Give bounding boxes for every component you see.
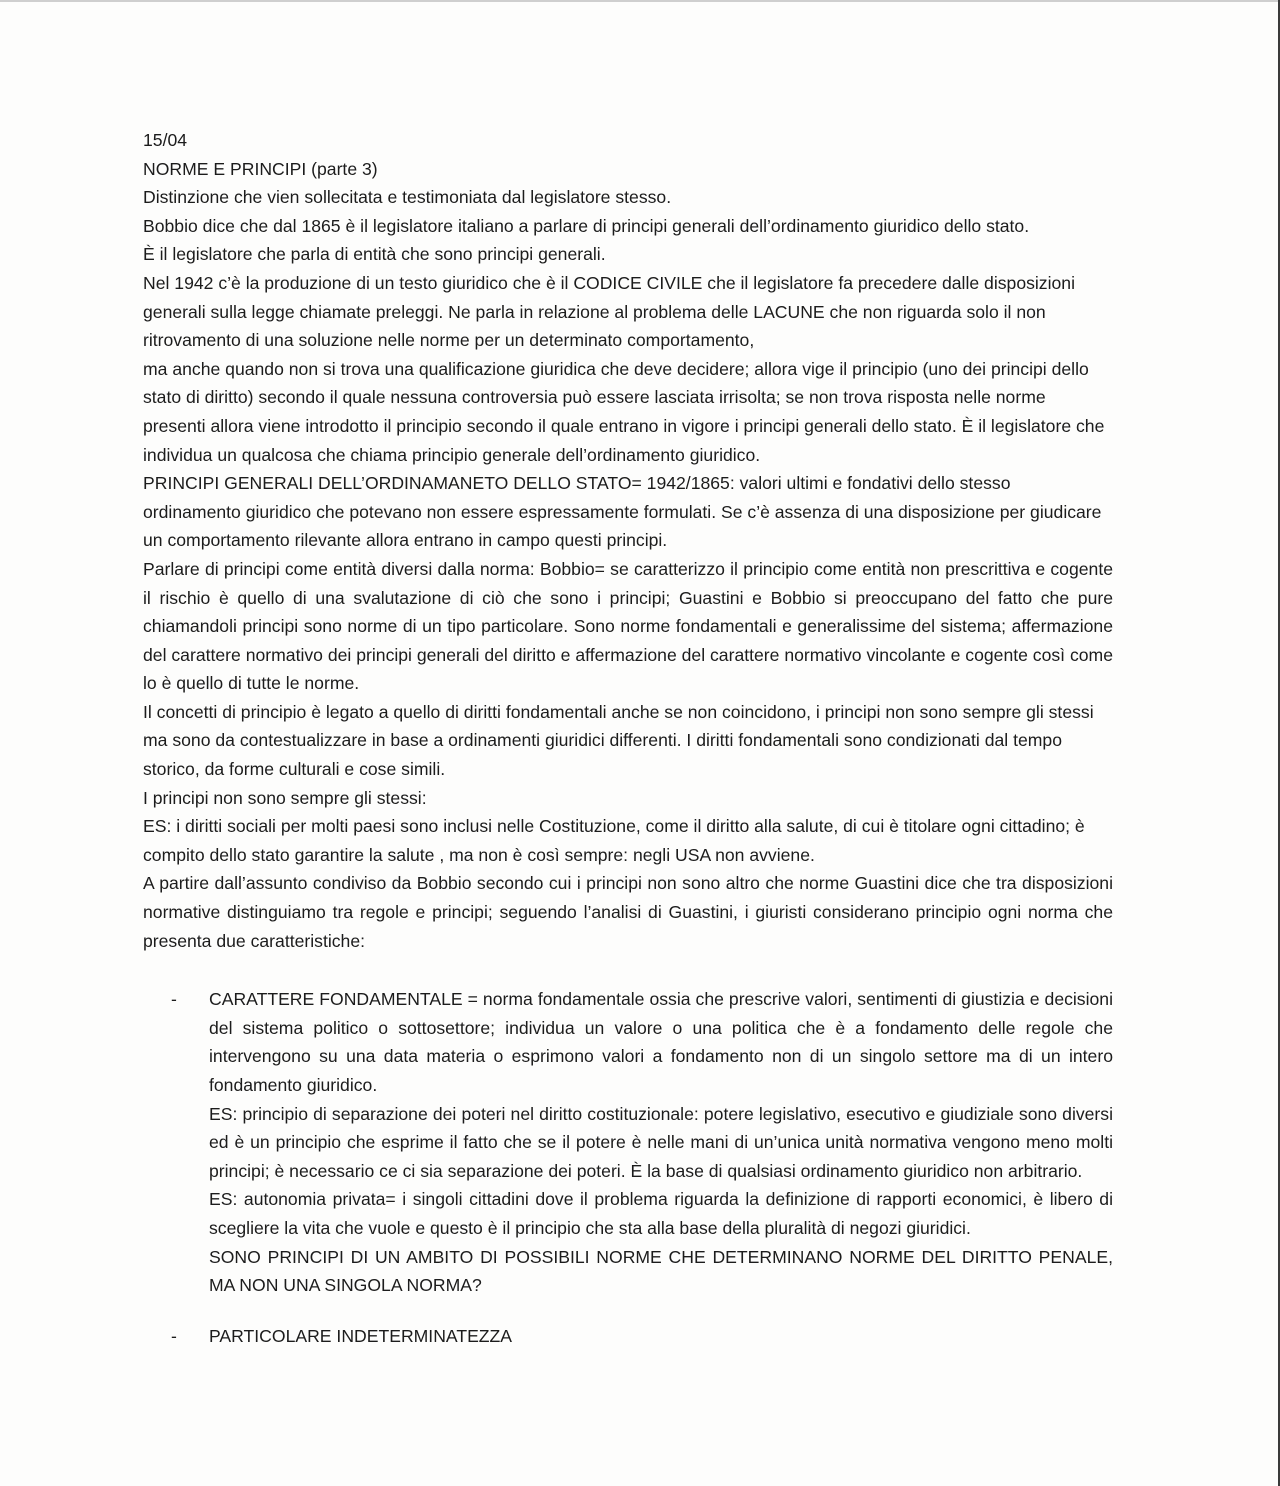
list-paragraph: SONO PRINCIPI DI UN AMBITO DI POSSIBILI NORME CHE DETERMINANO NORME DEL DIRITTO PENALE, MA NON UNA SINGOLA NORMA? <box>209 1246 1113 1296</box>
paragraph: ES: i diritti sociali per molti paesi sono inclusi nelle Costituzione, come il diritto alla salute, di cui è titolare ogni cittadino; è compito dello stato garantire la salute , ma non è così sempre: negli USA non avviene. <box>143 816 1085 865</box>
paragraph: Bobbio dice che dal 1865 è il legislatore italiano a parlare di principi generali dell’ordinamento giuridico dello stato. <box>143 215 1030 236</box>
paragraph: PRINCIPI GENERALI DELL’ORDINAMANETO DELLO STATO= 1942/1865: valori ultimi e fondativi dello stesso ordinamento giuridico che potevano non essere espressamente formulati. Se c’è assenza di una disposizione per giudicare un comportamento rilevante allora entrano in campo questi principi. <box>143 473 1102 551</box>
paragraph: I principi non sono sempre gli stessi: <box>143 787 427 808</box>
list-paragraph: ES: autonomia privata= i singoli cittadini dove il problema riguarda la definizione di rapporti economici, è libero di scegliere la vita che vuole e questo è il principio che sta alla base della pluralità di negozi giuridici. <box>209 1189 1113 1238</box>
list-item-particolare-indeterminatezza <box>143 1322 1113 1351</box>
document-title: NORME E PRINCIPI (parte 3) <box>143 158 378 179</box>
paragraph: ma anche quando non si trova una qualificazione giuridica che deve decidere; allora vige il principio (uno dei principi dello stato di diritto) secondo il quale nessuna controversia può essere lasciata irrisolta; se non trova risposta nelle norme presenti allora viene introdotto il principio secondo il quale entrano in vigore i principi generali dello stato. È il legislatore che individua un qualcosa che chiama principio generale dell’ordinamento giuridico. <box>143 358 1105 465</box>
list-paragraph: PARTICOLARE INDETERMINATEZZA <box>209 1325 513 1346</box>
paragraph: Il concetti di principio è legato a quello di diritti fondamentali anche se non coincidono, i principi non sono sempre gli stessi ma sono da contestualizzare in base a ordinamenti giuridici differenti. I diritti fondamentali sono condizionati dal tempo storico, da forme culturali e cose simili. <box>143 701 1094 780</box>
list-item-carattere-fondamentale <box>143 985 1113 1300</box>
paragraph: A partire dall’assunto condiviso da Bobbio secondo cui i principi non sono altro che norme Guastini dice che tra disposizioni normative distinguiamo tra regole e principi; seguendo l’analisi di Guastini, i giuristi considerano principio ogni norma che presenta due caratteristiche: <box>143 873 1113 951</box>
spacer <box>143 1300 1113 1322</box>
scan-edge-top <box>0 0 1280 2</box>
document-body <box>143 126 1113 1350</box>
paragraph: Parlare di principi come entità diversi dalla norma: Bobbio= se caratterizzo il principio come entità non prescrittiva e cogente il rischio è quello di una svalutazione di ciò che sono i principi; Guastini e Bobbio si preoccupano del fatto che pure chiamandoli principi sono norme di un tipo particolare. Sono norme fondamentali e generalissime del sistema; affermazione del carattere normativo dei principi generali del diritto e affermazione del carattere normativo vincolante e cogente così come lo è quello di tutte le norme. <box>143 558 1113 694</box>
list-bullet: - <box>171 989 177 1010</box>
list-paragraph: CARATTERE FONDAMENTALE = norma fondamentale ossia che prescrive valori, sentimenti di giustizia e decisioni del sistema politico o sottosettore; individua un valore o una politica che è a fondamento delle regole che intervengono su una data materia o esprimono valori a fondamento non di un singolo settore ma di un intero fondamento giuridico. <box>209 989 1113 1095</box>
list-bullet: - <box>171 1325 177 1346</box>
paragraph: Nel 1942 c’è la produzione di un testo giuridico che è il CODICE CIVILE che il legislatore fa precedere dalle disposizioni generali sulla legge chiamate preleggi. Ne parla in relazione al problema delle LACUNE che non riguarda solo il non ritrovamento di una soluzione nelle norme per un determinato comportamento, <box>143 272 1075 351</box>
paragraph: È il legislatore che parla di entità che sono principi generali. <box>143 244 606 265</box>
spacer <box>143 955 1113 985</box>
paragraph: Distinzione che vien sollecitata e testimoniata dal legislatore stesso. <box>143 187 672 208</box>
document-date: 15/04 <box>143 130 188 150</box>
list-paragraph: ES: principio di separazione dei poteri nel diritto costituzionale: potere legislativo, esecutivo e giudiziale sono diversi ed è un principio che esprime il fatto che se il potere è nelle mani di un’unica unità normativa vengono meno molti principi; è necessario ce ci sia separazione dei poteri. È la base di qualsiasi ordinamento giuridico non arbitrario. <box>209 1103 1113 1181</box>
